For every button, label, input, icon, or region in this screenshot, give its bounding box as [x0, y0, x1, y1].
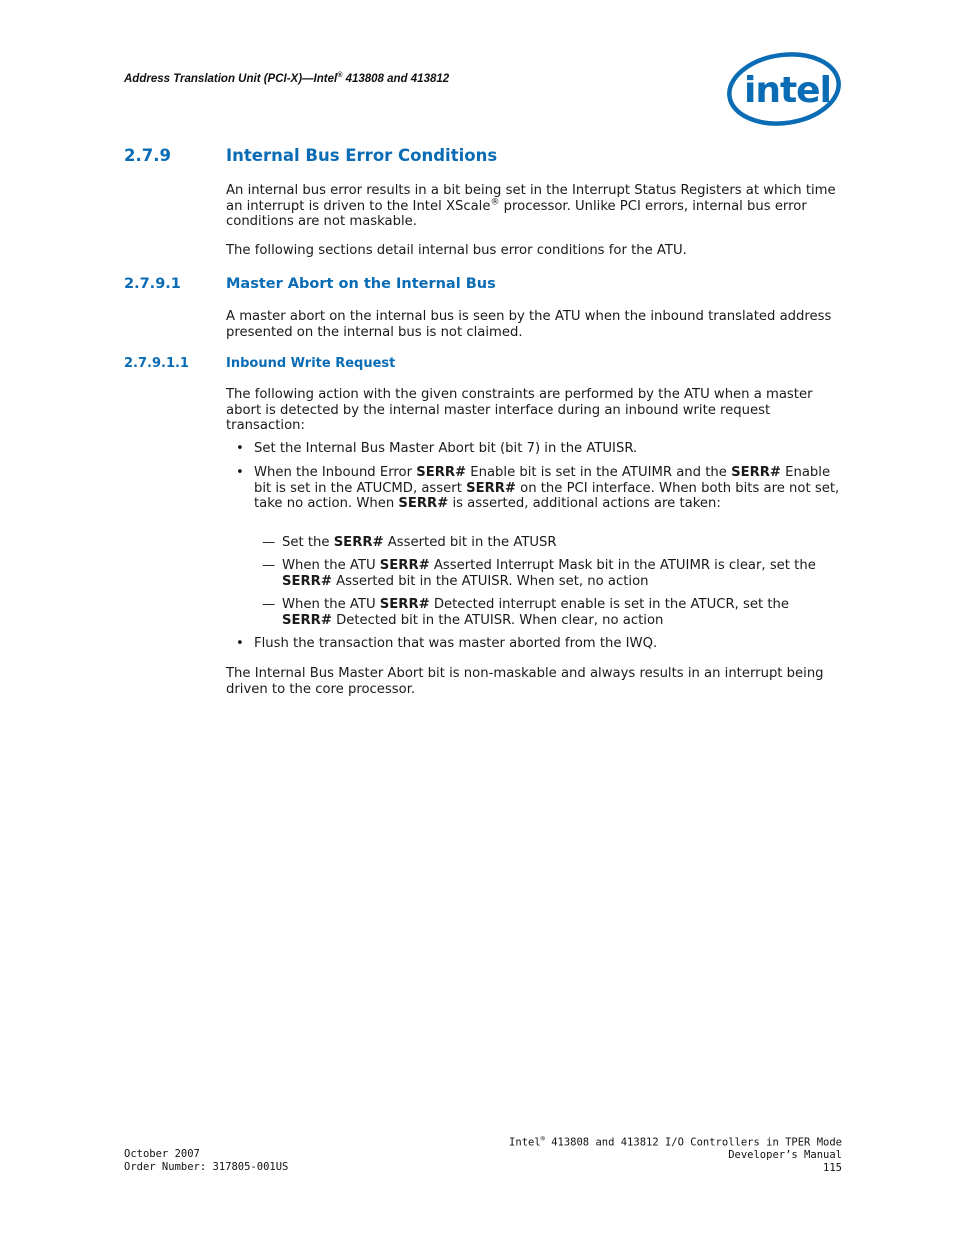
- para1-text: An internal bus error results in a bit being set in the Interrupt Status Registers at which time an interrupt is driven to the Intel XScale: [226, 183, 836, 214]
- subsubsection-heading: [124, 356, 395, 371]
- list-item-text: When the Inbound Error SERR# Enable bit is set in the ATUIMR and the SERR# Enable bit is set in the ATUCMD, assert SERR# on the PCI interface. When both bits are not set, take no action. When SERR# is asserted, additional actions are taken:: [254, 465, 840, 511]
- sub-list-item-text: When the ATU SERR# Asserted Interrupt Mask bit in the ATUIMR is clear, set the SERR# Asserted bit in the ATUISR. When set, no action: [282, 558, 816, 589]
- section-heading: [124, 146, 497, 165]
- para1-text-end: processor. Unlike PCI errors, internal bus error conditions are not maskable.: [226, 198, 807, 229]
- intel-logo-text: intel: [744, 70, 831, 111]
- bullet-mark: •: [236, 441, 244, 456]
- closing-paragraph: The Internal Bus Master Abort bit is non-maskable and always results in an interrupt being driven to the core processor.: [226, 666, 824, 697]
- section-paragraph-1: [226, 183, 844, 230]
- list-item-text: Flush the transaction that was master aborted from the IWQ.: [254, 636, 658, 651]
- section-paragraph-2: The following sections detail internal bus error conditions for the ATU.: [226, 243, 687, 258]
- footer-order-number: Order Number: 317805-001US: [124, 1160, 289, 1173]
- page-number: 115: [823, 1161, 842, 1174]
- list-item-text: Set the Internal Bus Master Abort bit (bit 7) in the ATUISR.: [254, 441, 638, 456]
- sub-list-item-text: Set the SERR# Asserted bit in the ATUSR: [282, 535, 557, 550]
- footer-manual: Developer’s Manual: [728, 1149, 842, 1161]
- intel-logo: [724, 50, 842, 128]
- registered-mark: ®: [337, 72, 343, 79]
- subsection-paragraph: A master abort on the internal bus is seen by the ATU when the inbound translated address presented on the internal bus is not claimed.: [226, 309, 832, 340]
- subsubsection-number: 2.7.9.1.1: [124, 356, 189, 371]
- dash-mark: —: [262, 535, 276, 550]
- footer-date: October 2007: [124, 1148, 200, 1160]
- subsection-number: 2.7.9.1: [124, 276, 181, 292]
- dash-mark: —: [262, 558, 276, 573]
- section-title: Internal Bus Error Conditions: [226, 146, 498, 165]
- footer-right: [509, 1133, 842, 1174]
- running-header-title: Address Translation Unit (PCI-X)—Intel: [124, 72, 338, 85]
- section-number: 2.7.9: [124, 146, 171, 165]
- running-header-model: 413808 and 413812: [342, 72, 450, 85]
- bullet-mark: •: [236, 636, 244, 651]
- dash-mark: —: [262, 597, 276, 612]
- subsection-heading: [124, 276, 496, 292]
- sub-list-item-text: When the ATU SERR# Detected interrupt enable is set in the ATUCR, set the SERR# Detected bit in the ATUISR. When clear, no action: [282, 597, 789, 628]
- subsubsection-title: Inbound Write Request: [226, 356, 396, 371]
- footer-left: [124, 1148, 288, 1173]
- bullet-mark: •: [236, 465, 244, 480]
- subsection-title: Master Abort on the Internal Bus: [226, 276, 496, 292]
- running-header: [124, 72, 449, 85]
- footer-product: Intel® 413808 and 413812 I/O Controllers in TPER Mode: [509, 1135, 842, 1149]
- intro-paragraph: The following action with the given constraints are performed by the ATU when a master abort is detected by the internal master interface during an inbound write request transaction:: [226, 387, 813, 433]
- registered-mark: ®: [490, 197, 500, 208]
